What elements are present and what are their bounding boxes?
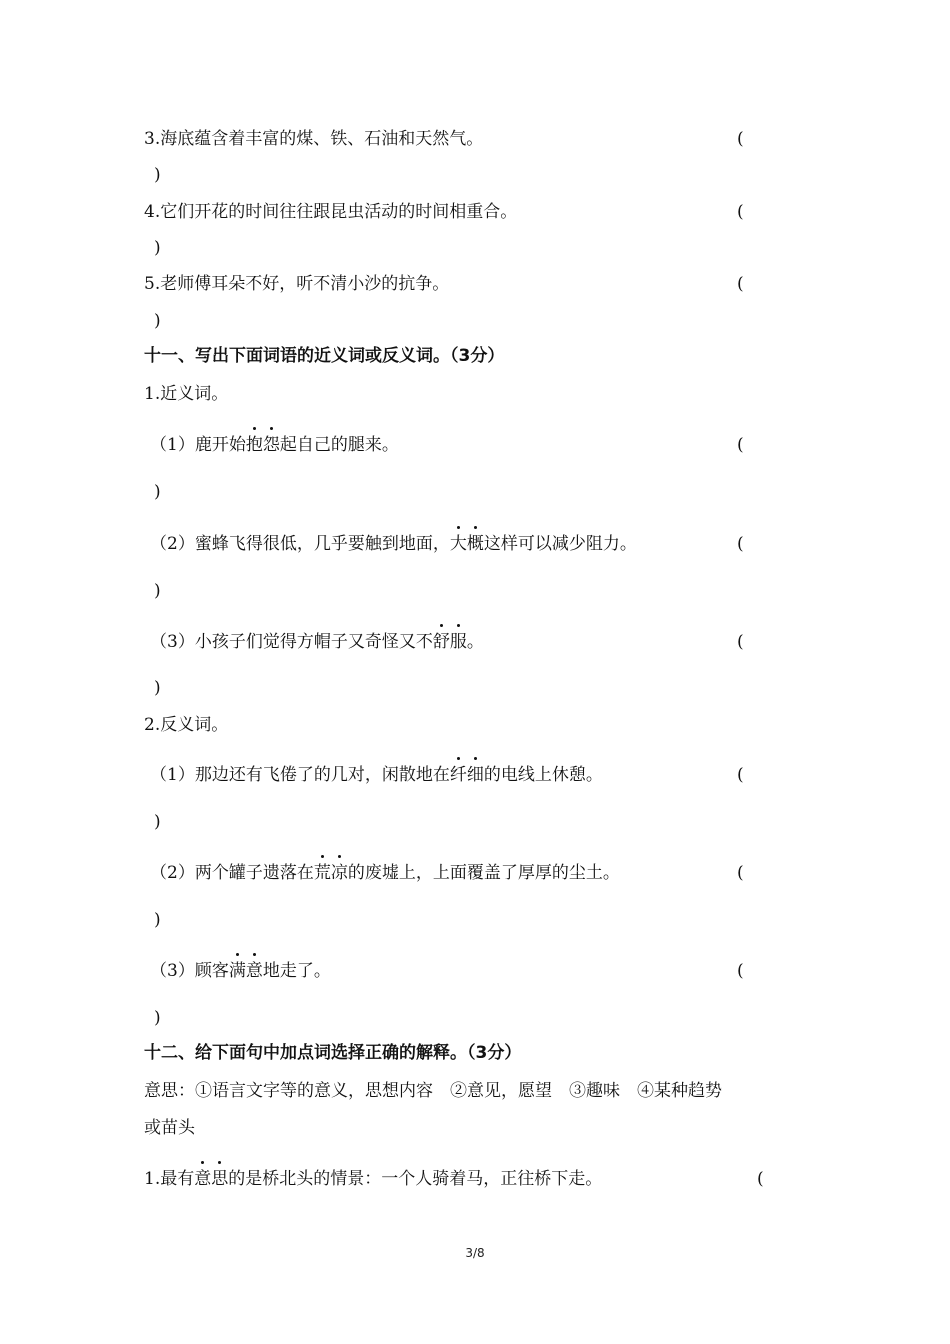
emphasis-char: 意 xyxy=(245,961,263,981)
synonym-item-2-close-paren: ) xyxy=(154,581,161,601)
synonym-item-3-close-paren: ) xyxy=(154,678,161,698)
emphasis-char: 服 xyxy=(449,632,467,652)
emphasis-char: 满 xyxy=(228,961,246,981)
synonym-item-2-open-paren: ( xyxy=(737,534,744,554)
synonym-item-1-close-paren: ) xyxy=(154,482,161,502)
item-4-text: 4.它们开花的时间往往跟昆虫活动的时间相重合。 xyxy=(144,202,518,222)
synonym-item-1: （1）鹿开始抱怨起自己的腿来。 xyxy=(150,435,399,455)
emphasis-char: 细 xyxy=(466,765,484,785)
emphasis-char: 思 xyxy=(211,1169,229,1189)
antonym-label: 2.反义词。 xyxy=(144,715,229,735)
emphasis-char: 大 xyxy=(449,534,467,554)
item-5-text: 5.老师傅耳朵不好，听不清小沙的抗争。 xyxy=(144,274,450,294)
item-3-open-paren: ( xyxy=(737,129,744,149)
antonym-item-3-close-paren: ) xyxy=(154,1008,161,1028)
emphasis-char: 纤 xyxy=(449,765,467,785)
antonym-item-1-close-paren: ) xyxy=(154,812,161,832)
item-3-close-paren: ) xyxy=(154,165,161,185)
emphasis-char: 舒 xyxy=(432,632,450,652)
antonym-item-2-open-paren: ( xyxy=(737,863,744,883)
item-4-close-paren: ) xyxy=(154,238,161,258)
definition-line-2: 或苗头 xyxy=(144,1118,195,1138)
synonym-item-3: （3）小孩子们觉得方帽子又奇怪又不舒服。 xyxy=(150,632,484,652)
section-12-title: 十二、给下面句中加点词选择正确的解释。（3分） xyxy=(144,1043,522,1063)
antonym-item-2-close-paren: ) xyxy=(154,910,161,930)
antonym-item-1: （1）那边还有飞倦了的几对，闲散地在纤细的电线上休憩。 xyxy=(150,765,603,785)
antonym-item-3-open-paren: ( xyxy=(737,961,744,981)
item-4-open-paren: ( xyxy=(737,202,744,222)
section-12-item-1-open-paren: ( xyxy=(757,1169,764,1189)
section-11-title: 十一、写出下面词语的近义词或反义词。（3分） xyxy=(144,346,505,366)
item-5-open-paren: ( xyxy=(737,274,744,294)
emphasis-char: 荒 xyxy=(313,863,331,883)
synonym-item-1-open-paren: ( xyxy=(737,435,744,455)
antonym-item-1-open-paren: ( xyxy=(737,765,744,785)
page-number: 3/8 xyxy=(465,1246,485,1260)
antonym-item-2: （2）两个罐子遗落在荒凉的废墟上，上面覆盖了厚厚的尘土。 xyxy=(150,863,620,883)
emphasis-char: 概 xyxy=(466,534,484,554)
item-3-text: 3.海底蕴含着丰富的煤、铁、石油和天然气。 xyxy=(144,129,484,149)
synonym-item-2: （2）蜜蜂飞得很低，几乎要触到地面，大概这样可以减少阻力。 xyxy=(150,534,637,554)
emphasis-char: 怨 xyxy=(262,435,280,455)
emphasis-char: 意 xyxy=(194,1169,212,1189)
item-5-close-paren: ) xyxy=(154,311,161,331)
synonym-label: 1.近义词。 xyxy=(144,384,229,404)
definition-line-1: 意思：①语言文字等的意义，思想内容 ②意见，愿望 ③趣味 ④某种趋势 xyxy=(144,1081,722,1101)
antonym-item-3: （3）顾客满意地走了。 xyxy=(150,961,331,981)
emphasis-char: 凉 xyxy=(330,863,348,883)
emphasis-char: 抱 xyxy=(245,435,263,455)
section-12-item-1: 1.最有意思的是桥北头的情景：一个人骑着马，正往桥下走。 xyxy=(144,1169,603,1189)
synonym-item-3-open-paren: ( xyxy=(737,632,744,652)
